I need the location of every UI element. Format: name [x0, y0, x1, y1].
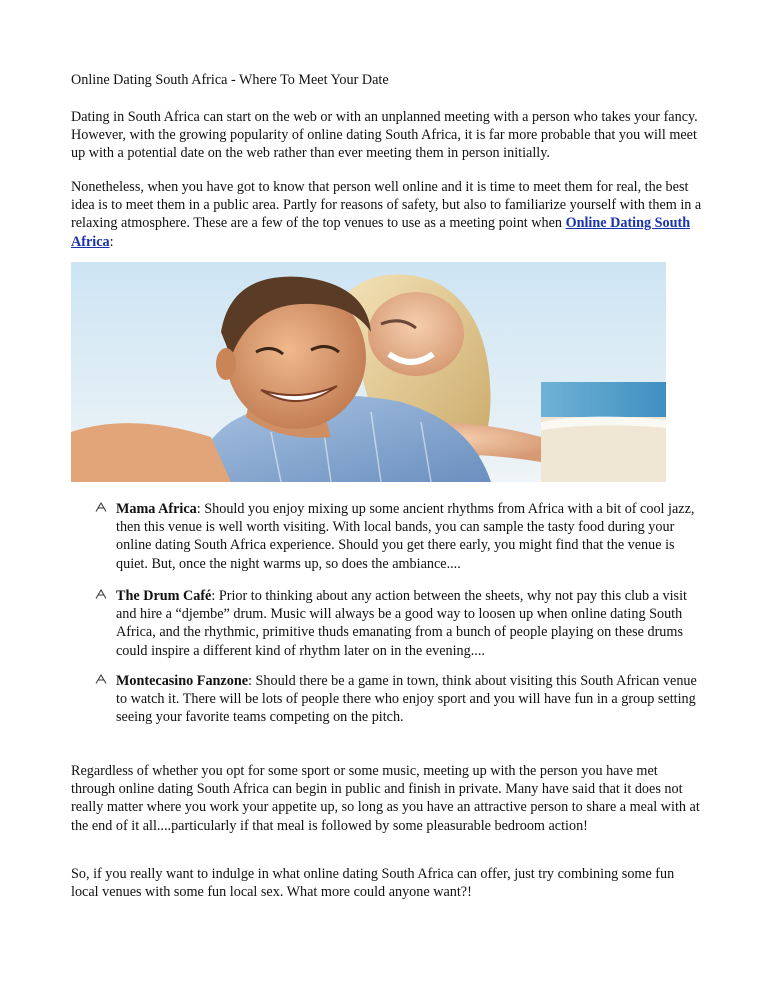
couple-photo: [71, 262, 666, 482]
document-title: Online Dating South Africa - Where To Meet Your Date: [71, 72, 389, 88]
venue-name: Montecasino Fanzone: [116, 673, 249, 689]
intro-paragraph: Dating in South Africa can start on the web or with an unplanned meeting with a person who takes your fancy. However, with the growing popularity of online dating South Africa, it is far more probable that you will meet up with a potential date on the web rather than ever meeting them in person initially.: [71, 109, 698, 162]
online-dating-south-africa-link[interactable]: Online Dating South Africa: [71, 215, 691, 250]
venues-intro-text: Nonetheless, when you have got to know that person well online and it is time to meet them for real, the best idea is to meet them in a public area. Partly for reasons of safety, but also to familiarize yourself with them in a relaxing atmosphere. These are a few of the top venues to use as a meeting point when: [71, 179, 702, 232]
open-triangle-bullet-icon: [95, 588, 107, 600]
venue-name: The Drum Café: [116, 588, 212, 604]
venues-intro-colon: :: [109, 233, 114, 250]
closing-paragraph: So, if you really want to indulge in what online dating South Africa can offer, just try combining some fun local venues with some fun local sex. What more could anyone want?!: [71, 866, 675, 901]
venue-description: : Prior to thinking about any action between the sheets, why not pay this club a visit and hire a “djembe” drum. Music will always be a good way to loosen up when online dating South Africa, and the rhythmic, primitive thuds emanating from a bunch of people playing on these drums could inspire a different kind of rhythm later on in the evening....: [116, 588, 687, 659]
conclusion-paragraph: Regardless of whether you opt for some sport or some music, meeting up with the person you have met through online dating South Africa can begin in public and finish in private. Many have said that it does not really matter where you work your appetite up, so long as you have an attractive person to share a meal with at the end of it all....particularly if that meal is followed by some pleasurable bedroom action!: [71, 763, 700, 834]
list-item-drum-cafe: [116, 587, 704, 660]
venue-name: Mama Africa: [116, 501, 197, 517]
venues-intro-paragraph: [71, 178, 703, 251]
open-triangle-bullet-icon: [95, 501, 107, 513]
open-triangle-bullet-icon: [95, 673, 107, 685]
venue-description: : Should you enjoy mixing up some ancient rhythms from Africa with a bit of cool jazz, then this venue is well worth visiting. With local bands, you can sample the tasty food during your online dating South Africa experience. Should you get there early, you might find that the venue is quiet. But, once the night warms up, so does the ambiance....: [116, 501, 695, 572]
venue-description: : Should there be a game in town, think about visiting this South African venue to watch it. There will be lots of people there who enjoy sport and you will have fun in a group setting seeing your favorite teams competing on the pitch.: [116, 673, 697, 726]
list-item-montecasino-fanzone: [116, 672, 704, 727]
list-item-mama-africa: [116, 500, 704, 573]
